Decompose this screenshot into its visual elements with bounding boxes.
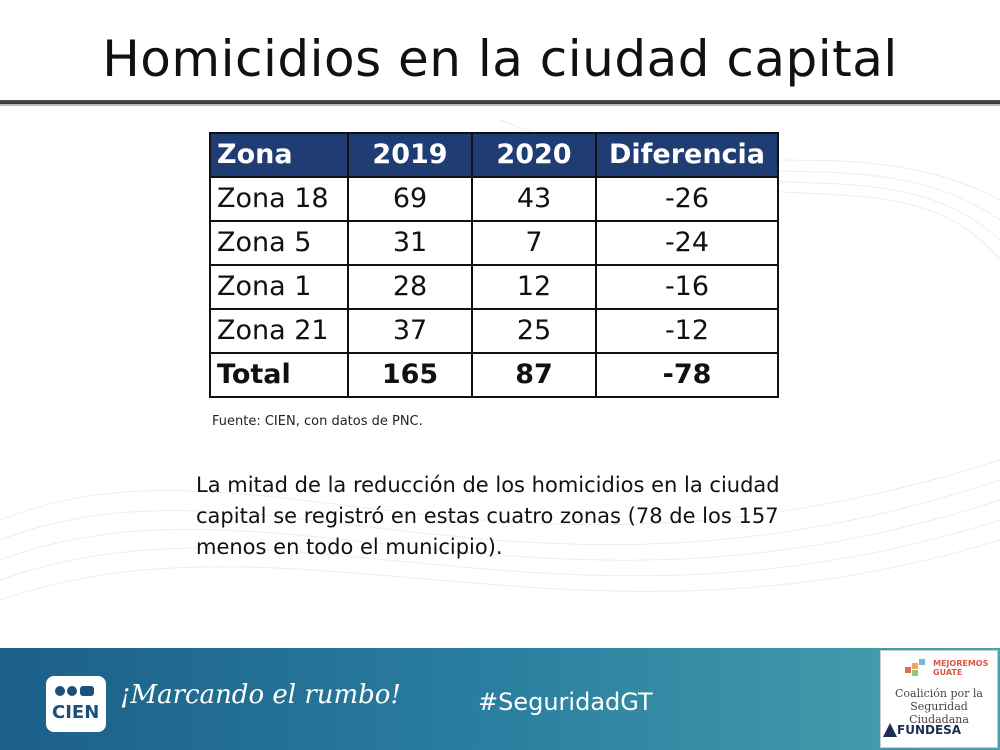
cell-total-2019: 165 xyxy=(348,353,472,397)
cell-2019: 31 xyxy=(348,221,472,265)
table-row xyxy=(210,177,778,221)
header-2019: 2019 xyxy=(348,133,472,177)
cell-2020: 7 xyxy=(472,221,596,265)
page-title: Homicidios en la ciudad capital xyxy=(102,30,898,88)
table-total-row xyxy=(210,353,778,397)
cell-diferencia: -24 xyxy=(596,221,778,265)
slogan-text: ¡Marcando el rumbo! xyxy=(120,680,401,710)
cell-diferencia: -12 xyxy=(596,309,778,353)
cell-2019: 37 xyxy=(348,309,472,353)
cell-2019: 69 xyxy=(348,177,472,221)
fundesa-icon xyxy=(883,723,897,737)
table-header-row xyxy=(210,133,778,177)
mejoremos-guate-icon xyxy=(905,659,929,677)
cell-zone: Zona 5 xyxy=(210,221,348,265)
cien-dots-icon xyxy=(54,684,98,698)
cell-total-diferencia: -78 xyxy=(596,353,778,397)
homicides-table xyxy=(209,132,779,398)
cell-zone: Zona 1 xyxy=(210,265,348,309)
table-row xyxy=(210,265,778,309)
cien-logo-text: CIEN xyxy=(52,702,100,723)
fundesa-text: FUNDESA xyxy=(897,723,962,737)
cell-diferencia: -16 xyxy=(596,265,778,309)
table-row xyxy=(210,309,778,353)
cell-2020: 25 xyxy=(472,309,596,353)
cell-2020: 43 xyxy=(472,177,596,221)
partner-logos xyxy=(880,650,998,748)
mejoremos-guate-text: MEJOREMOS GUATE xyxy=(933,659,989,677)
source-caption: Fuente: CIEN, con datos de PNC. xyxy=(212,414,423,429)
cell-zone: Zona 21 xyxy=(210,309,348,353)
table-row xyxy=(210,221,778,265)
cell-diferencia: -26 xyxy=(596,177,778,221)
header-diferencia: Diferencia xyxy=(596,133,778,177)
cell-total-label: Total xyxy=(210,353,348,397)
cien-logo xyxy=(46,676,106,732)
title-divider-shadow xyxy=(0,104,1000,106)
summary-note: La mitad de la reducción de los homicidios en la ciudad capital se registró en estas cuatro zonas (78 de los 157 menos en todo el municipio). xyxy=(196,473,780,559)
cell-zone: Zona 18 xyxy=(210,177,348,221)
cell-total-2020: 87 xyxy=(472,353,596,397)
header-2020: 2020 xyxy=(472,133,596,177)
cell-2020: 12 xyxy=(472,265,596,309)
coalicion-text: Coalición por la Seguridad Ciudadana xyxy=(894,687,983,726)
hashtag-text: #SeguridadGT xyxy=(478,688,653,716)
cell-2019: 28 xyxy=(348,265,472,309)
header-zona: Zona xyxy=(210,133,348,177)
